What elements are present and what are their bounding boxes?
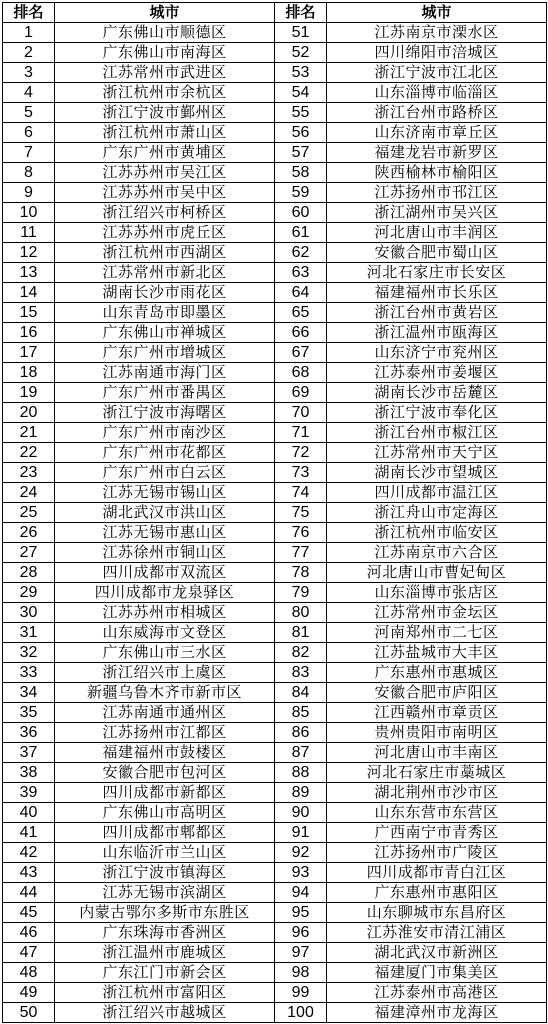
rank-header: 排名 xyxy=(3,3,55,23)
city-cell: 广东广州市白云区 xyxy=(55,463,275,483)
city-cell: 浙江绍兴市上虞区 xyxy=(55,663,275,683)
city-cell: 浙江杭州市富阳区 xyxy=(55,983,275,1003)
table-row xyxy=(3,143,547,163)
table-row xyxy=(3,863,547,883)
rank-cell: 86 xyxy=(275,723,327,743)
table-row xyxy=(3,663,547,683)
rank-cell: 60 xyxy=(275,203,327,223)
rank-cell: 49 xyxy=(3,983,55,1003)
city-cell: 湖北荆州市沙市区 xyxy=(327,783,547,803)
rank-cell: 63 xyxy=(275,263,327,283)
city-cell: 江苏南通市通州区 xyxy=(55,703,275,723)
table-row xyxy=(3,683,547,703)
rank-cell: 39 xyxy=(3,783,55,803)
rank-cell: 29 xyxy=(3,583,55,603)
city-cell: 广东佛山市三水区 xyxy=(55,643,275,663)
city-cell: 江苏无锡市惠山区 xyxy=(55,523,275,543)
city-cell: 河北唐山市丰润区 xyxy=(327,223,547,243)
city-cell: 浙江台州市黄岩区 xyxy=(327,303,547,323)
city-cell: 江苏南京市六合区 xyxy=(327,543,547,563)
table-row xyxy=(3,363,547,383)
rank-cell: 91 xyxy=(275,823,327,843)
city-cell: 浙江绍兴市柯桥区 xyxy=(55,203,275,223)
rank-cell: 65 xyxy=(275,303,327,323)
rank-cell: 23 xyxy=(3,463,55,483)
rank-cell: 87 xyxy=(275,743,327,763)
city-cell: 江苏苏州市相城区 xyxy=(55,603,275,623)
city-cell: 江苏扬州市广陵区 xyxy=(327,843,547,863)
city-cell: 广东广州市黄埔区 xyxy=(55,143,275,163)
table-body xyxy=(3,23,547,1023)
city-cell: 江苏无锡市滨湖区 xyxy=(55,883,275,903)
rank-cell: 12 xyxy=(3,243,55,263)
city-cell: 湖北武汉市新洲区 xyxy=(327,943,547,963)
rank-cell: 69 xyxy=(275,383,327,403)
rank-cell: 71 xyxy=(275,423,327,443)
table-row xyxy=(3,483,547,503)
rank-cell: 28 xyxy=(3,563,55,583)
rank-cell: 79 xyxy=(275,583,327,603)
city-cell: 江苏徐州市铜山区 xyxy=(55,543,275,563)
city-cell: 江苏常州市武进区 xyxy=(55,63,275,83)
table-row xyxy=(3,583,547,603)
city-cell: 四川成都市龙泉驿区 xyxy=(55,583,275,603)
rank-cell: 48 xyxy=(3,963,55,983)
table-row xyxy=(3,983,547,1003)
city-cell: 山东东营市东营区 xyxy=(327,803,547,823)
city-cell: 新疆乌鲁木齐市新市区 xyxy=(55,683,275,703)
table-row xyxy=(3,603,547,623)
city-cell: 四川成都市新都区 xyxy=(55,783,275,803)
rank-cell: 27 xyxy=(3,543,55,563)
rank-cell: 34 xyxy=(3,683,55,703)
city-cell: 浙江宁波市江北区 xyxy=(327,63,547,83)
rank-cell: 31 xyxy=(3,623,55,643)
table-row xyxy=(3,923,547,943)
city-cell: 浙江温州市鹿城区 xyxy=(55,943,275,963)
city-header: 城市 xyxy=(55,3,275,23)
table-row xyxy=(3,303,547,323)
city-cell: 江苏泰州市姜堰区 xyxy=(327,363,547,383)
rank-cell: 21 xyxy=(3,423,55,443)
table-row xyxy=(3,283,547,303)
table-row xyxy=(3,963,547,983)
city-cell: 浙江杭州市西湖区 xyxy=(55,243,275,263)
rank-cell: 62 xyxy=(275,243,327,263)
rank-cell: 42 xyxy=(3,843,55,863)
rank-cell: 88 xyxy=(275,763,327,783)
table-row xyxy=(3,183,547,203)
rank-cell: 45 xyxy=(3,903,55,923)
city-cell: 江苏常州市金坛区 xyxy=(327,603,547,623)
city-cell: 浙江杭州市萧山区 xyxy=(55,123,275,143)
city-cell: 福建福州市长乐区 xyxy=(327,283,547,303)
table-row xyxy=(3,503,547,523)
city-cell: 浙江台州市路桥区 xyxy=(327,103,547,123)
table-row xyxy=(3,943,547,963)
city-cell: 广东江门市新会区 xyxy=(55,963,275,983)
table-row xyxy=(3,723,547,743)
table-row xyxy=(3,403,547,423)
rank-cell: 85 xyxy=(275,703,327,723)
rank-cell: 93 xyxy=(275,863,327,883)
rank-cell: 38 xyxy=(3,763,55,783)
rank-cell: 7 xyxy=(3,143,55,163)
rank-cell: 89 xyxy=(275,783,327,803)
rank-cell: 76 xyxy=(275,523,327,543)
rank-cell: 2 xyxy=(3,43,55,63)
rank-cell: 11 xyxy=(3,223,55,243)
city-cell: 江苏苏州市虎丘区 xyxy=(55,223,275,243)
city-cell: 广东广州市番禺区 xyxy=(55,383,275,403)
rank-cell: 100 xyxy=(275,1003,327,1023)
city-cell: 广东佛山市南海区 xyxy=(55,43,275,63)
rank-cell: 90 xyxy=(275,803,327,823)
city-cell: 四川成都市温江区 xyxy=(327,483,547,503)
table-row xyxy=(3,643,547,663)
rank-cell: 56 xyxy=(275,123,327,143)
city-cell: 广东广州市花都区 xyxy=(55,443,275,463)
table-row xyxy=(3,843,547,863)
city-cell: 河北石家庄市长安区 xyxy=(327,263,547,283)
city-cell: 江苏盐城市大丰区 xyxy=(327,643,547,663)
city-cell: 河北石家庄市藁城区 xyxy=(327,763,547,783)
table-row xyxy=(3,263,547,283)
rank-cell: 10 xyxy=(3,203,55,223)
rank-cell: 92 xyxy=(275,843,327,863)
rank-cell: 26 xyxy=(3,523,55,543)
city-cell: 河南郑州市二七区 xyxy=(327,623,547,643)
rank-cell: 6 xyxy=(3,123,55,143)
rank-cell: 47 xyxy=(3,943,55,963)
table-row xyxy=(3,103,547,123)
city-cell: 江苏苏州市吴中区 xyxy=(55,183,275,203)
city-cell: 山东淄博市张店区 xyxy=(327,583,547,603)
city-cell: 江苏扬州市江都区 xyxy=(55,723,275,743)
city-cell: 浙江台州市椒江区 xyxy=(327,423,547,443)
rank-cell: 17 xyxy=(3,343,55,363)
city-cell: 安徽合肥市包河区 xyxy=(55,763,275,783)
city-cell: 山东聊城市东昌府区 xyxy=(327,903,547,923)
rank-cell: 67 xyxy=(275,343,327,363)
city-cell: 江苏苏州市吴江区 xyxy=(55,163,275,183)
table-row xyxy=(3,463,547,483)
rank-cell: 77 xyxy=(275,543,327,563)
rank-cell: 41 xyxy=(3,823,55,843)
table-row xyxy=(3,23,547,43)
city-cell: 江苏扬州市邗江区 xyxy=(327,183,547,203)
rank-cell: 51 xyxy=(275,23,327,43)
city-cell: 浙江宁波市海曙区 xyxy=(55,403,275,423)
rank-cell: 99 xyxy=(275,983,327,1003)
city-cell: 四川成都市青白江区 xyxy=(327,863,547,883)
city-cell: 广东佛山市顺德区 xyxy=(55,23,275,43)
table-row xyxy=(3,163,547,183)
rank-cell: 78 xyxy=(275,563,327,583)
table-row xyxy=(3,243,547,263)
city-cell: 陕西榆林市榆阳区 xyxy=(327,163,547,183)
city-cell: 山东济宁市兖州区 xyxy=(327,343,547,363)
table-row xyxy=(3,783,547,803)
city-cell: 广东佛山市高明区 xyxy=(55,803,275,823)
table-row xyxy=(3,83,547,103)
city-cell: 河北唐山市丰南区 xyxy=(327,743,547,763)
city-cell: 山东济南市章丘区 xyxy=(327,123,547,143)
rank-cell: 52 xyxy=(275,43,327,63)
rank-cell: 20 xyxy=(3,403,55,423)
rank-cell: 54 xyxy=(275,83,327,103)
rank-cell: 30 xyxy=(3,603,55,623)
rank-cell: 37 xyxy=(3,743,55,763)
table-row xyxy=(3,343,547,363)
rank-cell: 50 xyxy=(3,1003,55,1023)
city-cell: 浙江宁波市奉化区 xyxy=(327,403,547,423)
rank-cell: 24 xyxy=(3,483,55,503)
rank-cell: 25 xyxy=(3,503,55,523)
rank-cell: 98 xyxy=(275,963,327,983)
rank-cell: 32 xyxy=(3,643,55,663)
city-cell: 江苏南通市海门区 xyxy=(55,363,275,383)
rank-cell: 74 xyxy=(275,483,327,503)
table-row xyxy=(3,563,547,583)
city-cell: 河北唐山市曹妃甸区 xyxy=(327,563,547,583)
city-cell: 广东惠州市惠城区 xyxy=(327,663,547,683)
city-cell: 江苏常州市天宁区 xyxy=(327,443,547,463)
rank-cell: 15 xyxy=(3,303,55,323)
table-row xyxy=(3,123,547,143)
table-row xyxy=(3,203,547,223)
rank-cell: 16 xyxy=(3,323,55,343)
city-cell: 山东临沂市兰山区 xyxy=(55,843,275,863)
city-cell: 广东广州市南沙区 xyxy=(55,423,275,443)
city-cell: 江西赣州市章贡区 xyxy=(327,703,547,723)
city-cell: 广东广州市增城区 xyxy=(55,343,275,363)
table-row xyxy=(3,903,547,923)
rank-cell: 84 xyxy=(275,683,327,703)
rank-cell: 3 xyxy=(3,63,55,83)
rank-cell: 57 xyxy=(275,143,327,163)
rank-cell: 72 xyxy=(275,443,327,463)
city-cell: 江苏南京市溧水区 xyxy=(327,23,547,43)
city-cell: 福建福州市鼓楼区 xyxy=(55,743,275,763)
city-cell: 山东淄博市临淄区 xyxy=(327,83,547,103)
rank-cell: 68 xyxy=(275,363,327,383)
table-row xyxy=(3,703,547,723)
city-cell: 浙江温州市瓯海区 xyxy=(327,323,547,343)
rank-cell: 83 xyxy=(275,663,327,683)
rank-cell: 9 xyxy=(3,183,55,203)
table-row xyxy=(3,743,547,763)
table-row xyxy=(3,623,547,643)
city-cell: 浙江湖州市吴兴区 xyxy=(327,203,547,223)
rank-cell: 43 xyxy=(3,863,55,883)
table-row xyxy=(3,803,547,823)
city-cell: 浙江绍兴市越城区 xyxy=(55,1003,275,1023)
rank-cell: 46 xyxy=(3,923,55,943)
city-cell: 四川成都市郫都区 xyxy=(55,823,275,843)
city-cell: 湖南长沙市雨花区 xyxy=(55,283,275,303)
rank-header: 排名 xyxy=(275,3,327,23)
city-cell: 湖北武汉市洪山区 xyxy=(55,503,275,523)
rank-cell: 75 xyxy=(275,503,327,523)
rank-cell: 36 xyxy=(3,723,55,743)
table-row xyxy=(3,423,547,443)
table-row xyxy=(3,763,547,783)
rank-cell: 35 xyxy=(3,703,55,723)
rank-cell: 82 xyxy=(275,643,327,663)
rank-cell: 58 xyxy=(275,163,327,183)
table-row xyxy=(3,883,547,903)
city-cell: 山东威海市文登区 xyxy=(55,623,275,643)
table-row xyxy=(3,383,547,403)
city-cell: 贵州贵阳市南明区 xyxy=(327,723,547,743)
city-cell: 浙江宁波市鄞州区 xyxy=(55,103,275,123)
rank-cell: 95 xyxy=(275,903,327,923)
rank-cell: 40 xyxy=(3,803,55,823)
rank-cell: 94 xyxy=(275,883,327,903)
city-header: 城市 xyxy=(327,3,547,23)
city-cell: 广东佛山市禅城区 xyxy=(55,323,275,343)
city-cell: 广东惠州市惠阳区 xyxy=(327,883,547,903)
rank-cell: 14 xyxy=(3,283,55,303)
table-row xyxy=(3,63,547,83)
rank-cell: 66 xyxy=(275,323,327,343)
city-cell: 安徽合肥市庐阳区 xyxy=(327,683,547,703)
table-row xyxy=(3,443,547,463)
header-row xyxy=(3,3,547,23)
city-cell: 江苏常州市新北区 xyxy=(55,263,275,283)
city-cell: 福建厦门市集美区 xyxy=(327,963,547,983)
city-cell: 福建龙岩市新罗区 xyxy=(327,143,547,163)
table-row xyxy=(3,543,547,563)
rank-cell: 33 xyxy=(3,663,55,683)
city-cell: 四川成都市双流区 xyxy=(55,563,275,583)
rank-cell: 70 xyxy=(275,403,327,423)
rank-cell: 73 xyxy=(275,463,327,483)
city-cell: 江苏泰州市高港区 xyxy=(327,983,547,1003)
rank-cell: 61 xyxy=(275,223,327,243)
city-cell: 湖南长沙市望城区 xyxy=(327,463,547,483)
city-cell: 湖南长沙市岳麓区 xyxy=(327,383,547,403)
table-row xyxy=(3,523,547,543)
rank-cell: 80 xyxy=(275,603,327,623)
rank-cell: 1 xyxy=(3,23,55,43)
city-cell: 浙江舟山市定海区 xyxy=(327,503,547,523)
rank-cell: 18 xyxy=(3,363,55,383)
rank-cell: 64 xyxy=(275,283,327,303)
city-cell: 山东青岛市即墨区 xyxy=(55,303,275,323)
table-row xyxy=(3,1003,547,1023)
city-cell: 广东珠海市香洲区 xyxy=(55,923,275,943)
table-row xyxy=(3,823,547,843)
rank-cell: 8 xyxy=(3,163,55,183)
rank-cell: 4 xyxy=(3,83,55,103)
rank-cell: 96 xyxy=(275,923,327,943)
table-row xyxy=(3,223,547,243)
table-row xyxy=(3,323,547,343)
city-cell: 安徽合肥市蜀山区 xyxy=(327,243,547,263)
city-cell: 内蒙古鄂尔多斯市东胜区 xyxy=(55,903,275,923)
city-cell: 四川绵阳市涪城区 xyxy=(327,43,547,63)
rank-cell: 81 xyxy=(275,623,327,643)
rank-cell: 59 xyxy=(275,183,327,203)
rank-cell: 13 xyxy=(3,263,55,283)
rank-cell: 55 xyxy=(275,103,327,123)
rank-cell: 44 xyxy=(3,883,55,903)
city-cell: 浙江杭州市临安区 xyxy=(327,523,547,543)
rank-cell: 5 xyxy=(3,103,55,123)
rank-cell: 97 xyxy=(275,943,327,963)
city-cell: 江苏淮安市清江浦区 xyxy=(327,923,547,943)
city-cell: 江苏无锡市锡山区 xyxy=(55,483,275,503)
rank-cell: 53 xyxy=(275,63,327,83)
rank-cell: 22 xyxy=(3,443,55,463)
city-cell: 浙江杭州市余杭区 xyxy=(55,83,275,103)
rank-cell: 19 xyxy=(3,383,55,403)
city-cell: 福建漳州市龙海区 xyxy=(327,1003,547,1023)
table-row xyxy=(3,43,547,63)
ranking-table xyxy=(2,2,547,1023)
city-cell: 浙江宁波市镇海区 xyxy=(55,863,275,883)
city-cell: 广西南宁市青秀区 xyxy=(327,823,547,843)
